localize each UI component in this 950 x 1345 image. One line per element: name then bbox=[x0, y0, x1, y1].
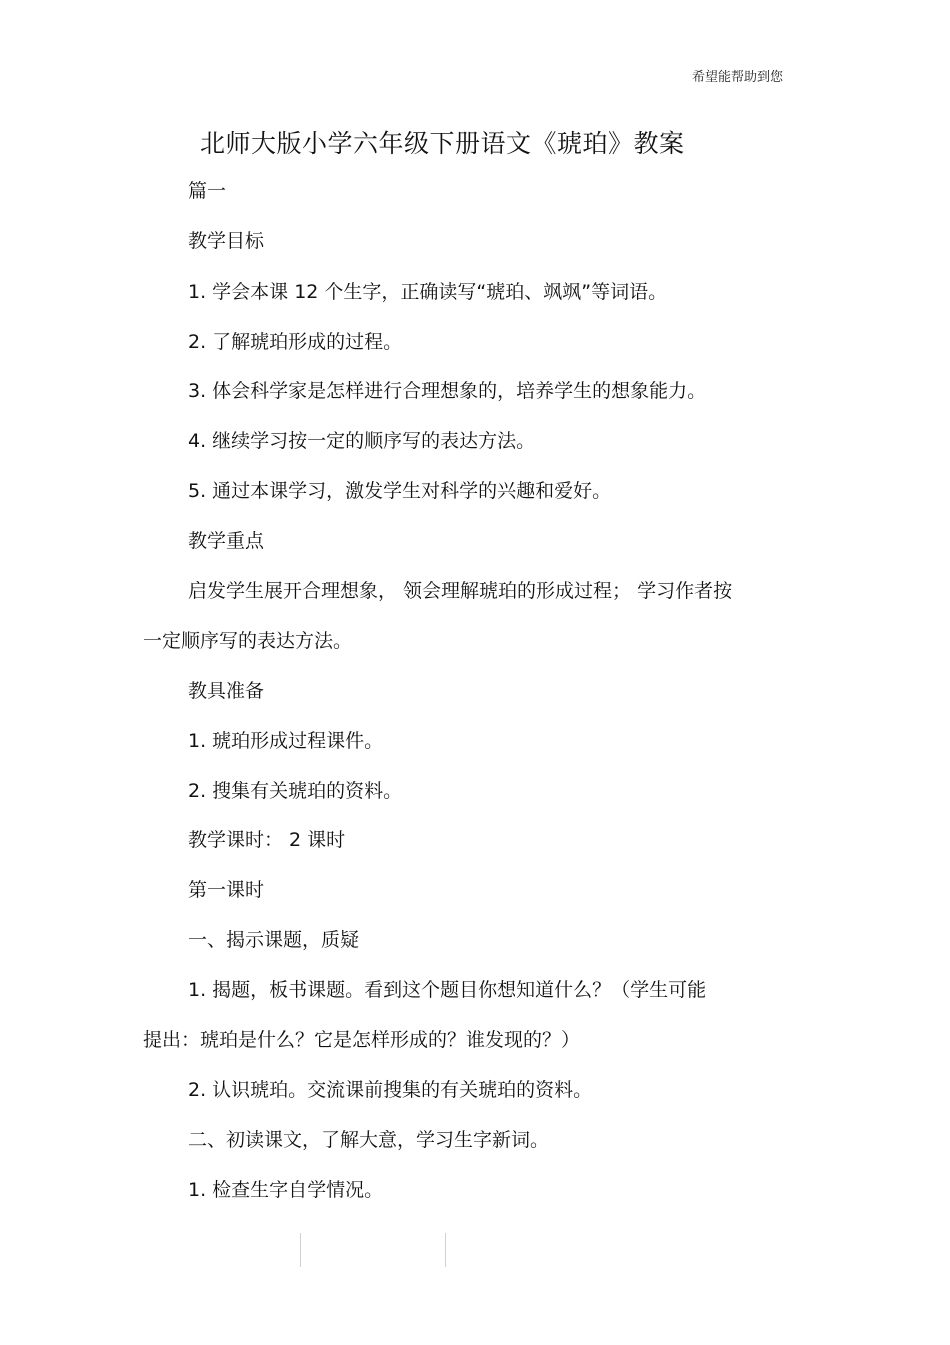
step-item-2: 2. 认识琥珀。交流课前搜集的有关琥珀的资料。 bbox=[188, 1079, 593, 1101]
reading-item-1: 1. 检查生字自学情况。 bbox=[188, 1179, 384, 1201]
heading-teaching-goals: 教学目标 bbox=[188, 230, 265, 252]
section-heading-first-reading: 二、初读课文，了解大意，学习生字新词。 bbox=[188, 1129, 550, 1151]
header-note: 希望能帮助到您 bbox=[692, 70, 784, 85]
footer-divider-left bbox=[300, 1233, 301, 1267]
section-heading-pian-yi: 篇一 bbox=[188, 180, 227, 202]
goal-item-4: 4. 继续学习按一定的顺序写的表达方法。 bbox=[188, 430, 536, 452]
focus-paragraph-line-2: 一定顺序写的表达方法。 bbox=[143, 630, 353, 652]
step-item-1-line-2: 提出：琥珀是什么？它是怎样形成的？谁发现的？） bbox=[143, 1029, 581, 1051]
goal-item-3: 3. 体会科学家是怎样进行合理想象的，培养学生的想象能力。 bbox=[188, 380, 707, 402]
page-title: 北师大版小学六年级下册语文《琥珀》教案 bbox=[200, 129, 685, 158]
goal-item-5: 5. 通过本课学习，激发学生对科学的兴趣和爱好。 bbox=[188, 480, 612, 502]
section-heading-reveal-topic: 一、揭示课题，质疑 bbox=[188, 929, 360, 951]
heading-teaching-materials: 教具准备 bbox=[188, 680, 265, 702]
heading-first-period: 第一课时 bbox=[188, 879, 265, 901]
material-item-2: 2. 搜集有关琥珀的资料。 bbox=[188, 780, 403, 802]
heading-teaching-focus: 教学重点 bbox=[188, 530, 265, 552]
teaching-periods: 教学课时： 2 课时 bbox=[188, 829, 346, 851]
goal-item-1: 1. 学会本课 12 个生字，正确读写“琥珀、飒飒”等词语。 bbox=[188, 281, 668, 303]
footer-divider-right bbox=[445, 1233, 446, 1267]
goal-item-2: 2. 了解琥珀形成的过程。 bbox=[188, 331, 403, 353]
focus-paragraph-line-1: 启发学生展开合理想象， 领会理解琥珀的形成过程； 学习作者按 bbox=[188, 580, 733, 602]
step-item-1-line-1: 1. 揭题，板书课题。看到这个题目你想知道什么？（学生可能 bbox=[188, 979, 707, 1001]
material-item-1: 1. 琥珀形成过程课件。 bbox=[188, 730, 384, 752]
